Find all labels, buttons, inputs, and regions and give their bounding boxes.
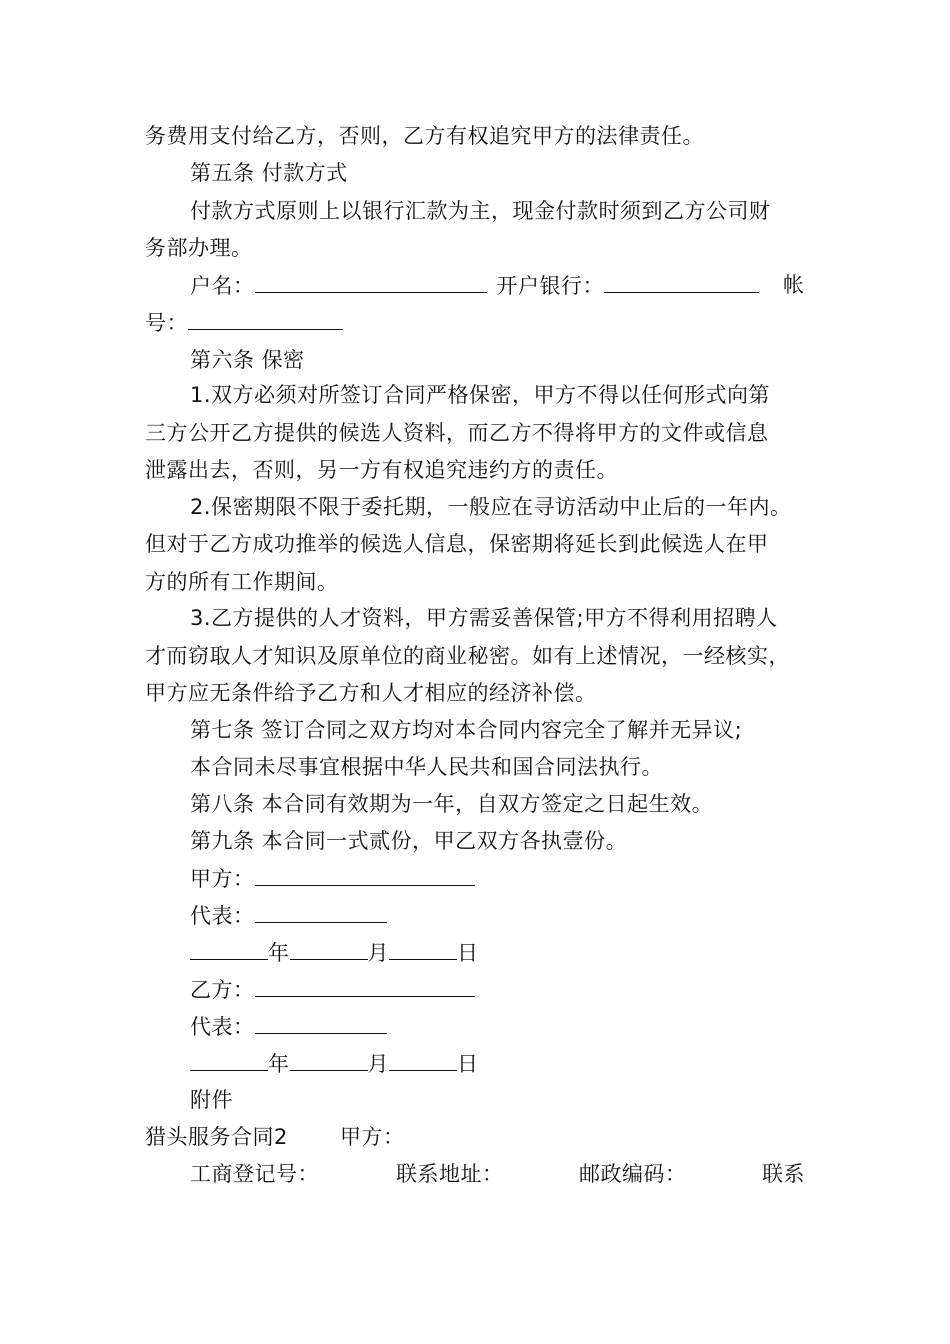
account-name-blank [255,270,487,293]
account-info-line [190,270,759,301]
attachment-label: 附件 [190,1088,233,1112]
paragraph-line: 1.双方必须对所签订合同严格保密，甲方不得以任何形式向第 [190,383,771,407]
day-label: 日 [457,1052,479,1076]
paragraph-line: 甲方应无条件给予乙方和人才相应的经济补偿。 [145,681,597,705]
paragraph-line: 3.乙方提供的人才资料，甲方需妥善保管;甲方不得利用招聘人 [190,606,778,630]
postcode-label: 邮政编码： [579,1162,687,1186]
account-number-blank [188,307,343,330]
year-blank [190,1048,268,1071]
party-b-rep-line [190,1011,387,1042]
paragraph-line: 2.保密期限不限于委托期，一般应在寻访活动中止后的一年内。 [190,495,792,519]
reg-number-label: 工商登记号： [190,1162,319,1186]
month-label: 月 [367,941,389,965]
address-label: 联系地址： [396,1162,504,1186]
article-7: 第七条 签订合同之双方均对本合同内容完全了解并无异议; [190,718,743,742]
party-a-date-line [190,937,479,968]
year-label: 年 [268,1052,290,1076]
bank-blank [604,270,759,293]
year-blank [190,937,268,960]
account-number-line [145,307,343,338]
day-label: 日 [457,941,479,965]
party-b-date-line [190,1048,479,1079]
paragraph-line: 泄露出去，否则，另一方有权追究违约方的责任。 [145,458,618,482]
party-b-label: 乙方： [190,978,255,1002]
article-8: 第八条 本合同有效期为一年，自双方签定之日起生效。 [190,792,714,816]
paragraph-line: 付款方式原则上以银行汇款为主，现金付款时须到乙方公司财 [190,199,771,223]
contact-label: 联系 [762,1162,805,1186]
party-b-signature-line [190,974,475,1005]
day-blank [389,1048,457,1071]
month-blank [290,937,368,960]
day-blank [389,937,457,960]
year-label: 年 [268,941,290,965]
party-a-blank [255,863,475,886]
paragraph-line: 务部办理。 [145,236,253,260]
article-9: 第九条 本合同一式贰份，甲乙双方各执壹份。 [190,829,628,853]
rep-blank [255,900,387,923]
contract-2-title: 猎头服务合同2 [145,1125,288,1149]
rep-label: 代表： [190,1015,255,1039]
paragraph-line: 三方公开乙方提供的候选人资料，而乙方不得将甲方的文件或信息 [145,421,769,445]
account-number-label: 号： [145,311,188,335]
party-b-blank [255,974,475,997]
rep-label: 代表： [190,904,255,928]
party-a-signature-line [190,863,475,894]
contract-2-party-a: 甲方： [340,1125,405,1149]
month-label: 月 [367,1052,389,1076]
month-blank [290,1048,368,1071]
account-number-label-part: 帐 [783,273,805,297]
account-name-label: 户名： [190,274,255,298]
party-a-rep-line [190,900,387,931]
bank-label: 开户银行： [496,274,604,298]
paragraph-line: 才而窃取人才知识及原单位的商业秘密。如有上述情况，一经核实， [145,644,790,668]
party-a-label: 甲方： [190,867,255,891]
paragraph-line: 本合同未尽事宜根据中华人民共和国合同法执行。 [190,755,663,779]
article-6-heading: 第六条 保密 [190,348,305,372]
paragraph-line: 方的所有工作期间。 [145,570,339,594]
paragraph-line: 务费用支付给乙方，否则，乙方有权追究甲方的法律责任。 [145,124,704,148]
rep-blank [255,1011,387,1034]
article-5-heading: 第五条 付款方式 [190,161,348,185]
paragraph-line: 但对于乙方成功推举的候选人信息，保密期将延长到此候选人在甲 [145,532,769,556]
